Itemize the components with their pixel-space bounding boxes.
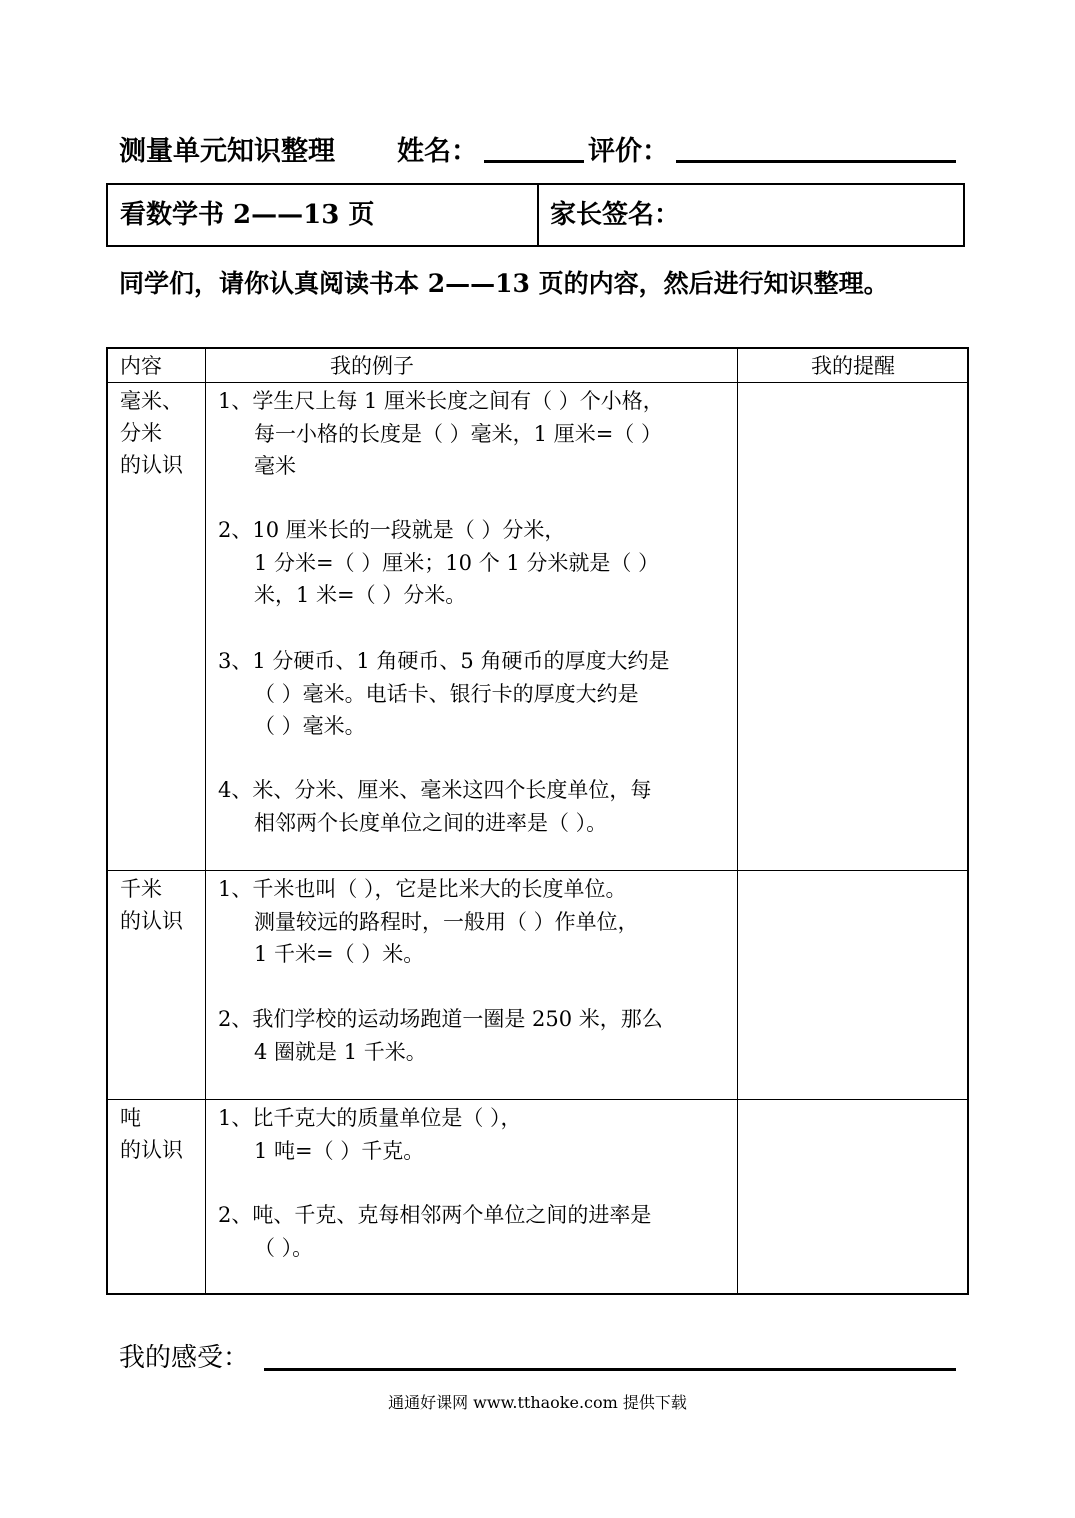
row-divider xyxy=(108,1099,967,1100)
name-label: 姓名： xyxy=(397,136,478,167)
info-box xyxy=(106,183,965,247)
header-my-reminders: 我的提醒 xyxy=(811,354,895,378)
rating-blank[interactable] xyxy=(676,160,956,163)
rating-label: 评价： xyxy=(588,136,669,167)
parent-signature-label: 家长签名： xyxy=(550,200,681,230)
intro-instruction: 同学们，请你认真阅读书本 2——13 页的内容，然后进行知识整理。 xyxy=(119,269,889,298)
question-1: 1、比千克大的质量单位是（ ）， 1 吨=（ ）千克。 xyxy=(218,1106,522,1163)
question-1: 1、学生尺上每 1 厘米长度之间有（ ）个小格， 每一小格的长度是（ ）毫米，1 厘米=（ ） 毫米 xyxy=(218,389,664,478)
row-divider xyxy=(108,382,967,383)
name-blank[interactable] xyxy=(484,160,584,163)
download-footer: 通通好课网 www.tthaoke.com 提供下载 xyxy=(388,1393,687,1412)
header-my-examples: 我的例子 xyxy=(330,354,414,378)
question-2: 2、10 厘米长的一段就是（ ）分米， 1 分米=（ ）厘米；10 个 1 分米就是（ ） 米，1 米=（ ）分米。 xyxy=(218,518,660,607)
question-4: 4、米、分米、厘米、毫米这四个长度单位，每 相邻两个长度单位之间的进率是（ ）。 xyxy=(218,778,652,835)
topic-mm-dm: 毫米、 分米 的认识 xyxy=(120,389,183,477)
book-pages-text: 看数学书 2——13 页 xyxy=(120,200,375,230)
question-2: 2、我们学校的运动场跑道一圈是 250 米，那么 4 圈就是 1 千米。 xyxy=(218,1007,663,1064)
my-feeling-blank[interactable] xyxy=(264,1368,956,1371)
info-box-divider xyxy=(537,185,539,245)
question-1: 1、千米也叫（ ），它是比米大的长度单位。 测量较远的路程时，一般用（ ）作单位， 1 千米=（ ）米。 xyxy=(218,877,639,966)
row-divider xyxy=(108,870,967,871)
question-2: 2、吨、千克、克每相邻两个单位之间的进率是 （ ）。 xyxy=(218,1203,652,1260)
question-3: 3、1 分硬币、1 角硬币、5 角硬币的厚度大约是 （ ）毫米。电话卡、银行卡的厚度大约是 （ ）毫米。 xyxy=(218,649,670,738)
column-divider xyxy=(205,349,206,1293)
knowledge-table xyxy=(106,347,969,1295)
header-content: 内容 xyxy=(120,354,162,378)
topic-ton: 吨 的认识 xyxy=(120,1106,183,1162)
topic-km: 千米 的认识 xyxy=(120,877,183,933)
my-feeling-label: 我的感受： xyxy=(119,1343,250,1373)
column-divider xyxy=(737,349,738,1293)
worksheet-title: 测量单元知识整理 xyxy=(119,136,335,167)
